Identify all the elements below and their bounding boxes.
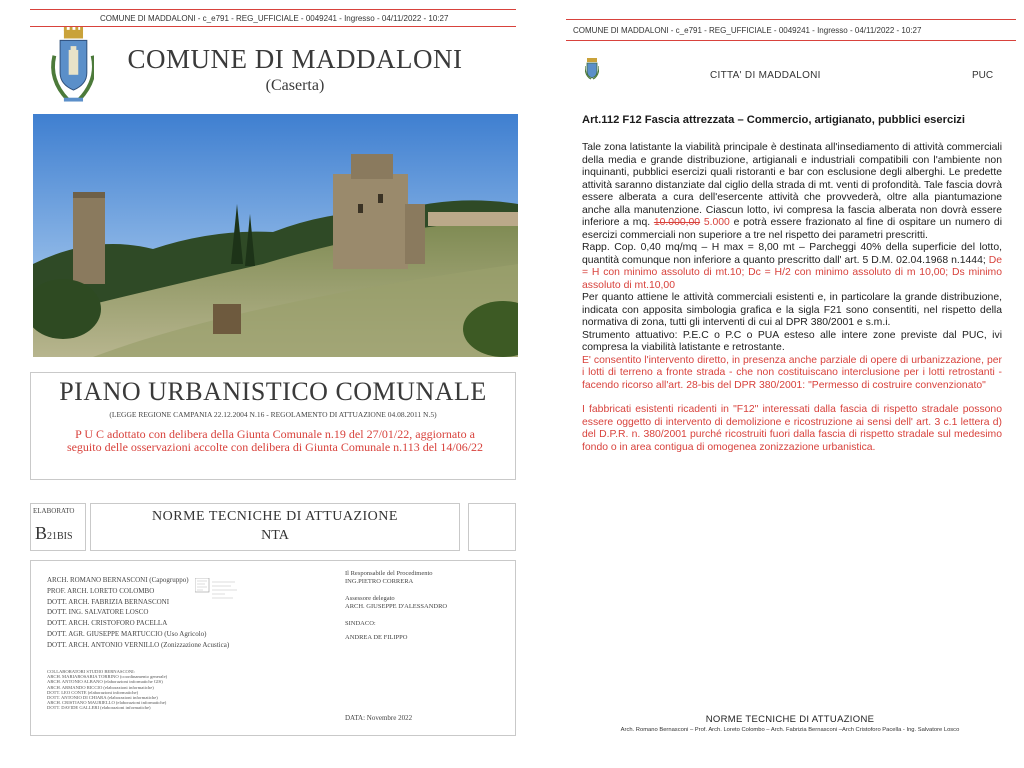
protocol-stamp-left: COMUNE DI MADDALONI - c_e791 - REG_UFFICIALE - 0049241 - Ingresso - 04/11/2022 - 10:27 — [100, 14, 449, 23]
designer-name: DOTT. ING. SALVATORE LOSCO — [47, 608, 149, 617]
law-reference: (LEGGE REGIONE CAMPANIA 22.12.2004 N.16 - REGOLAMENTO DI ATTUAZIONE 04.08.2011 N.5) — [109, 410, 437, 419]
officials-block — [345, 570, 447, 651]
mayor-name: ANDREA DE FILIPPO — [345, 634, 408, 641]
small-coat-of-arms-icon — [585, 58, 599, 80]
document-title: NORME TECNICHE DI ATTUAZIONE — [152, 509, 398, 524]
elaborato-code-suffix: 21BIS — [47, 531, 73, 542]
elaborato-label: ELABORATO — [33, 507, 75, 515]
article-title: Art.112 F12 Fascia attrezzata – Commercio, artigianato, pubblici esercizi — [582, 114, 966, 126]
collaborator-name: ARCH. ANTONIO ALBANO (elaborazioni informatiche GIS) — [47, 679, 163, 685]
paragraph-text: e potrà essere frazionato al fine di ospitare un numero di esercizi commerciali non superiore a tre nel rispetto dei parametri prescritti. — [582, 217, 1002, 241]
province-subtitle: (Caserta) — [265, 77, 325, 94]
collaborator-name: DOTT. LEO CONTE (elaborazioni informatiche) — [47, 689, 139, 695]
paragraph-direct-intervention: E' consentito l'intervento diretto, in presenza anche parziale di opere di urbanizzazione, per i lotti di terreno a fronte strada - che non costituiscano interclusione per i lotti retrostanti - facendo ricorso all'art. 28-bis del DPR 380/2001: "Permesso di costruire convenzionato" — [582, 354, 1002, 391]
designer-name: DOTT. ARCH. ANTONIO VERNILLO (Zonizzazione Acustica) — [47, 640, 230, 649]
struck-value: 10.000,00 — [653, 217, 701, 228]
protocol-stamp-right: COMUNE DI MADDALONI - c_e791 - REG_UFFICIALE - 0049241 - Ingresso - 04/11/2022 - 10:27 — [573, 26, 922, 35]
stamp-top-rule — [30, 9, 516, 10]
coat-of-arms-icon — [30, 27, 94, 113]
mayor-label: SINDACO: — [345, 620, 376, 627]
collaborator-name: DOTT. DAVIDE GALLERI (elaborazioni informatiche) — [47, 705, 151, 711]
assessor-name: ARCH. GIUSEPPE D'ALESSANDRO — [345, 603, 448, 610]
adoption-note — [40, 428, 510, 454]
adoption-note-line-1: P U C adottato con delibera della Giunta Comunale n.19 del 27/01/22, aggiornato a — [75, 427, 475, 441]
right-stamp-bottom-rule — [566, 40, 1016, 41]
collaborator-name: ARCH. MARIAROSARIA TORRINO (coordinamento generale) — [47, 674, 168, 680]
stamp-bottom-rule — [30, 26, 516, 27]
paragraph-existing: Per quanto attiene le attività commerciali esistenti e, in particolare la grande distribuzione, indicata con apposita simbologia grafica e la sigla F21 sono consentiti, nel rispetto della normativa di zona, tutti gli interventi di cui al DPR 380/2001 e s.m.i. — [582, 292, 1002, 328]
header-city: CITTA' DI MADDALONI — [710, 70, 821, 81]
responsible-label: Il Responsabile del Procedimento — [345, 570, 433, 577]
designer-name: ARCH. ROMANO BERNASCONI (Capogruppo) — [47, 576, 189, 584]
document-subtitle: NTA — [261, 528, 289, 543]
municipality-title: COMUNE DI MADDALONI — [127, 44, 463, 74]
designer-name: DOTT. ARCH. FABRIZIA BERNASCONI — [47, 597, 170, 606]
footer-authors: Arch. Romano Bernasconi – Prof. Arch. Loreto Colombo – Arch. Fabrizia Bernasconi –Arch Cristoforo Pacella - Ing. Salvatore Losco — [620, 727, 960, 733]
article-body — [582, 142, 1002, 454]
header-puc: PUC — [972, 70, 994, 81]
paragraph-parameters — [582, 242, 1002, 292]
elaborato-code — [35, 523, 73, 544]
paragraph-text: Rapp. Cop. 0,40 mq/mq – H max = 8,00 mt – Parcheggi 40% della superficie del lotto, quantità comunque non inferiore a quanto prescritto dall' art. 5 D.M. 02.04.1968 n.1444; — [582, 242, 1002, 266]
elaborato-code-letter: B — [35, 523, 48, 543]
paragraph-destination — [582, 142, 1002, 242]
amended-text: De = H con minimo assoluto di mt.10; Dc = H/2 con minimo assoluto di m 10,00; Ds minimo assoluto di mt.10,00 — [582, 254, 1002, 291]
adoption-note-line-2: seguito delle osservazioni accolte con delibera di Giunta Comunale n.113 del 14/06/22 — [66, 440, 484, 454]
assessor-label: Assessore delegato — [345, 595, 395, 602]
signature-stamp-icon — [195, 578, 241, 608]
collaborator-name: ARCH. CRISTIANO MAURIELLO (elaborazioni informatiche) — [47, 700, 167, 706]
collaborator-name: DOTT. ANTONIO DI CHIARA (elaborazioni informatiche) — [47, 695, 158, 701]
designer-name: DOTT. AGR. GIUSEPPE MARTUCCIO (Uso Agricolo) — [47, 629, 207, 638]
amended-value: 5.000 — [700, 217, 730, 228]
blank-box — [468, 503, 516, 551]
paragraph-instrument: Strumento attuativo: P.E.C o P.C o PUA esteso alle intere zone previste dal PUC, ivi compresa la viabilità latistante e retrostante. — [582, 329, 1002, 353]
paragraph-text: Tale zona latistante la viabilità principale è destinata all'insediamento di attività commerciali della media e grande distribuzione, artigianali e industriali compatibili con l'ambiente non inquinanti, pubblici esercizi quali ristoranti e bar con esclusione degli alberghi. Le predette attività saranno distanziate dal ciglio della strada di mt. venti di profondità. Tale fascia dovrà essere alberata a cura dell'esercente attività che provvederà, oltre alla piantumazione anche alla manutenzione. Ciascun lotto, ivi compresa la fascia alberata non dovrà essere inferiore a mq. — [582, 142, 1002, 228]
landscape-photo — [33, 114, 518, 357]
collaborator-name: ARCH. ARMANDO RICCIO (elaborazioni informatiche) — [47, 684, 154, 690]
paragraph-existing-buildings: I fabbricati esistenti ricadenti in "F12" interessati dalla fascia di rispetto stradale possono essere oggetto di intervento di demolizione e ricostruzione ai sensi dell' art. 3 c.1 lettera d) del D.P.R. n. 380/2001 purché ricostruiti fuori dalla fascia di rispetto stradale sul medesimo fondo o in area contigua di omogenea zonizzazione urbanistica. — [582, 404, 1002, 453]
designer-name: PROF. ARCH. LORETO COLOMBO — [47, 586, 155, 595]
designer-name: DOTT. ARCH. CRISTOFORO PACELLA — [47, 619, 168, 628]
right-stamp-top-rule — [566, 19, 1016, 20]
footer-title: NORME TECNICHE DI ATTUAZIONE — [705, 714, 875, 725]
document-date: DATA: Novembre 2022 — [345, 714, 413, 722]
plan-title: PIANO URBANISTICO COMUNALE — [59, 377, 487, 406]
collaborator-name: COLLABORATORI STUDIO BERNASCONI: — [47, 669, 135, 674]
responsible-name: ING.PIETRO CORRERA — [345, 578, 414, 585]
collaborators-list — [47, 669, 167, 711]
